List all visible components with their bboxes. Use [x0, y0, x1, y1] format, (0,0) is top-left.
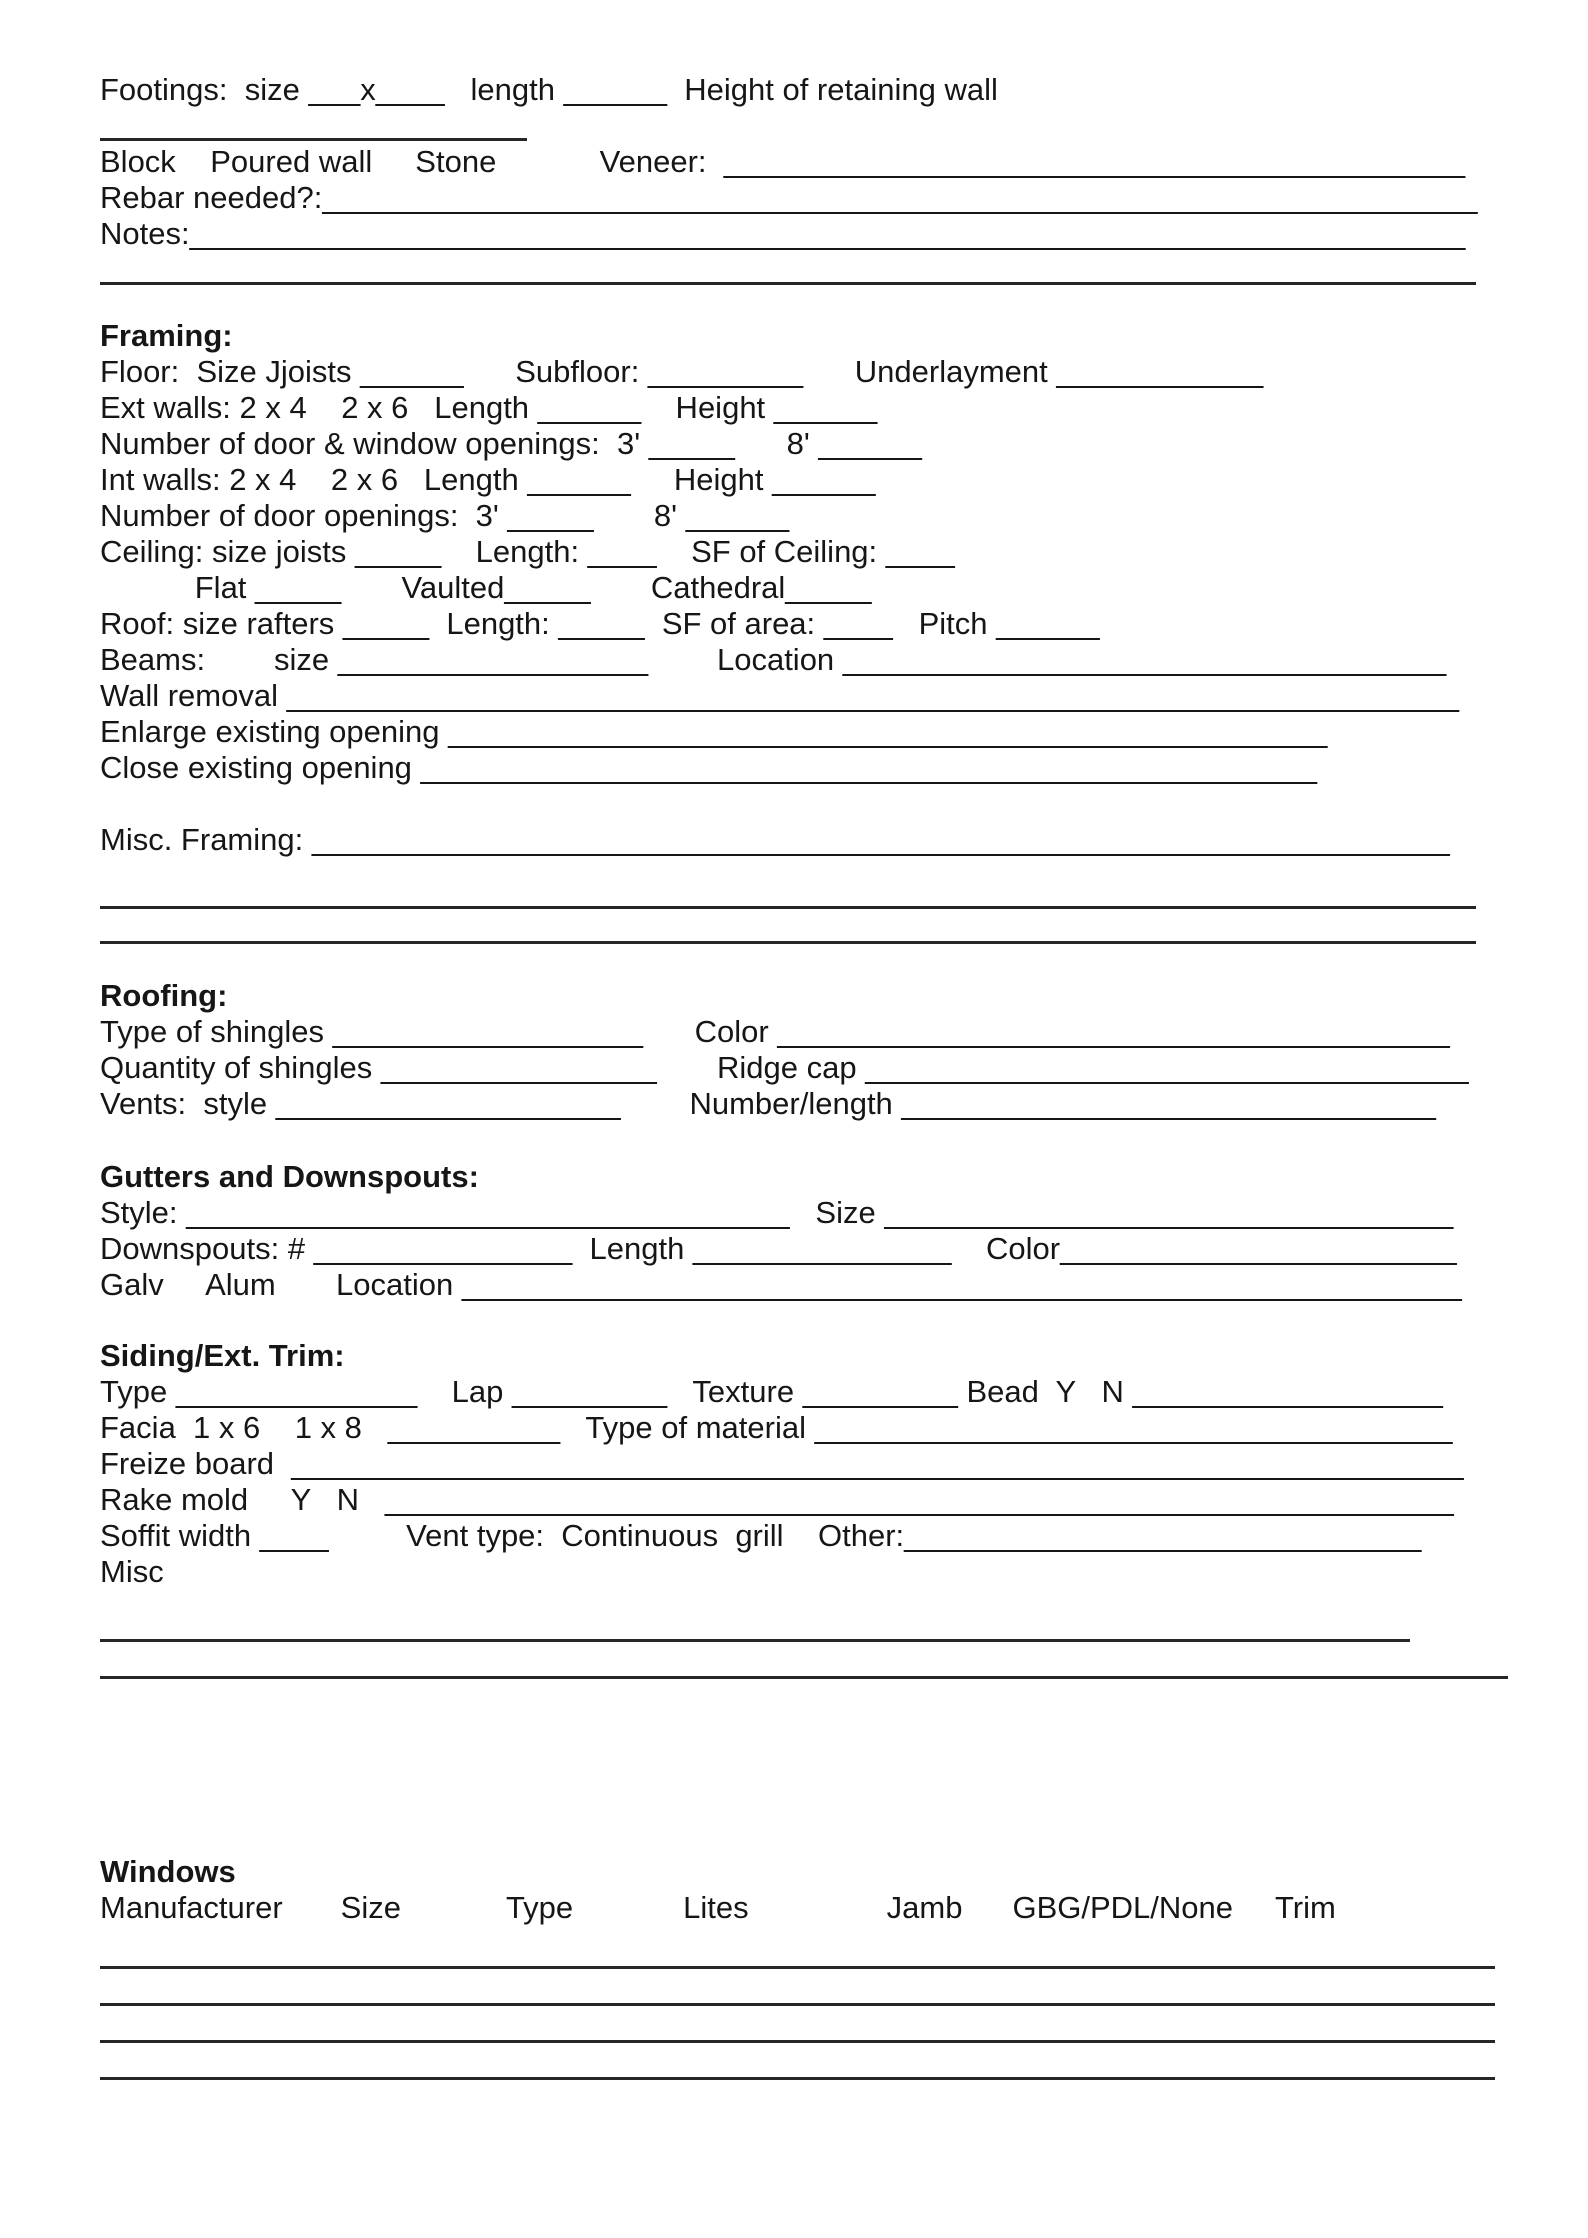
windows-entry-row-3 — [100, 2009, 1588, 2046]
gutters-downspouts-row: Downspouts: # _______________ Length _______________ Color_______________________ — [100, 1231, 1457, 1266]
siding-freize-board-row: Freize board ____________________________________________________________________ — [100, 1446, 1464, 1481]
footings-notes-extra-line — [100, 282, 1476, 285]
footings-notes-row: Notes:__________________________________________________________________________ — [100, 216, 1466, 251]
windows-entry-row-1 — [100, 1926, 1588, 1972]
windows-entry-row-2 — [100, 1972, 1588, 2009]
gutters-style-row: Style: ___________________________________ Size _________________________________ — [100, 1195, 1454, 1230]
siding-facia-row: Facia 1 x 6 1 x 8 __________ Type of material _____________________________________ — [100, 1410, 1453, 1445]
framing-heading: Framing: — [100, 318, 233, 353]
framing-misc-extra-row-1 — [100, 858, 1588, 912]
framing-ceiling-row: Ceiling: size joists _____ Length: ____ SF of Ceiling: ____ — [100, 534, 955, 569]
windows-column-header-row — [100, 1890, 1588, 1926]
section-roofing — [100, 978, 1588, 1122]
windows-col-trim: Trim — [1275, 1890, 1336, 1925]
footings-material-veneer-row: Block Poured wall Stone Veneer: ___________________________________________ — [100, 144, 1466, 179]
siding-misc-extra-line-2 — [100, 1676, 1508, 1679]
retaining-wall-height-blank-line — [100, 138, 527, 141]
framing-beams-row: Beams: size __________________ Location ___________________________________ — [100, 642, 1447, 677]
section-windows — [100, 1854, 1588, 2083]
windows-col-gbg-pdl-none: GBG/PDL/None — [1012, 1890, 1234, 1925]
footings-rebar-row: Rebar needed?:___________________________________________________________________ — [100, 180, 1478, 215]
framing-misc-extra-line-1 — [100, 906, 1476, 909]
framing-door-window-openings-row: Number of door & window openings: 3' _____ 8' ______ — [100, 426, 922, 461]
siding-rake-mold-row: Rake mold Y N ______________________________________________________________ — [100, 1482, 1454, 1517]
siding-heading: Siding/Ext. Trim: — [100, 1338, 345, 1373]
siding-misc-extra-line-1 — [100, 1639, 1410, 1642]
framing-int-walls-row: Int walls: 2 x 4 2 x 6 Length ______ Height ______ — [100, 462, 876, 497]
framing-misc-extra-line-2 — [100, 941, 1476, 944]
siding-misc-extra-row-1 — [100, 1590, 1588, 1645]
gutters-heading: Gutters and Downspouts: — [100, 1159, 479, 1194]
footings-size-row: Footings: size ___x____ length ______ Height of retaining wall — [100, 72, 998, 107]
framing-misc-row: Misc. Framing: __________________________________________________________________ — [100, 822, 1450, 857]
windows-col-manufacturer: Manufacturer — [100, 1890, 283, 1925]
windows-col-jamb: Jamb — [886, 1890, 963, 1925]
section-siding — [100, 1338, 1588, 1682]
siding-misc-label-row: Misc — [100, 1554, 164, 1589]
roofing-vents-row: Vents: style ____________________ Number/length _______________________________ — [100, 1086, 1436, 1121]
framing-enlarge-opening-row: Enlarge existing opening ___________________________________________________ — [100, 714, 1328, 749]
roofing-heading: Roofing: — [100, 978, 228, 1013]
windows-heading: Windows — [100, 1854, 236, 1889]
windows-entry-line-3 — [100, 2040, 1495, 2043]
framing-misc-extra-row-2 — [100, 912, 1588, 947]
roofing-shingle-quantity-row: Quantity of shingles ________________ Ridge cap ___________________________________ — [100, 1050, 1469, 1085]
framing-door-openings-row: Number of door openings: 3' _____ 8' ______ — [100, 498, 790, 533]
windows-entry-line-4 — [100, 2077, 1495, 2080]
framing-close-opening-row: Close existing opening ____________________________________________________ — [100, 750, 1318, 785]
framing-roof-row: Roof: size rafters _____ Length: _____ SF of area: ____ Pitch ______ — [100, 606, 1100, 641]
framing-wall-removal-row: Wall removal ____________________________________________________________________ — [100, 678, 1459, 713]
windows-col-lites: Lites — [683, 1890, 749, 1925]
section-framing — [100, 318, 1588, 947]
framing-ceiling-style-row: Flat _____ Vaulted_____ Cathedral_____ — [100, 570, 872, 605]
framing-floor-row: Floor: Size Jjoists ______ Subfloor: _________ Underlayment ____________ — [100, 354, 1264, 389]
framing-ext-walls-row: Ext walls: 2 x 4 2 x 6 Length ______ Height ______ — [100, 390, 878, 425]
section-gutters — [100, 1159, 1588, 1303]
siding-misc-extra-row-2 — [100, 1645, 1588, 1682]
section-footings — [100, 72, 1588, 288]
siding-soffit-row: Soffit width ____ Vent type: Continuous grill Other:______________________________ — [100, 1518, 1422, 1553]
windows-col-type: Type — [505, 1890, 574, 1925]
retaining-wall-height-blank-row — [100, 108, 1588, 144]
windows-entry-row-4 — [100, 2046, 1588, 2083]
footings-notes-extra-row — [100, 252, 1588, 288]
windows-col-size: Size — [340, 1890, 401, 1925]
windows-entry-line-1 — [100, 1966, 1495, 1969]
gutters-material-location-row: Galv Alum Location __________________________________________________________ — [100, 1267, 1462, 1302]
roofing-shingle-type-row: Type of shingles __________________ Color _______________________________________ — [100, 1014, 1450, 1049]
windows-entry-line-2 — [100, 2003, 1495, 2006]
siding-type-row: Type ______________ Lap _________ Texture _________ Bead Y N __________________ — [100, 1374, 1443, 1409]
